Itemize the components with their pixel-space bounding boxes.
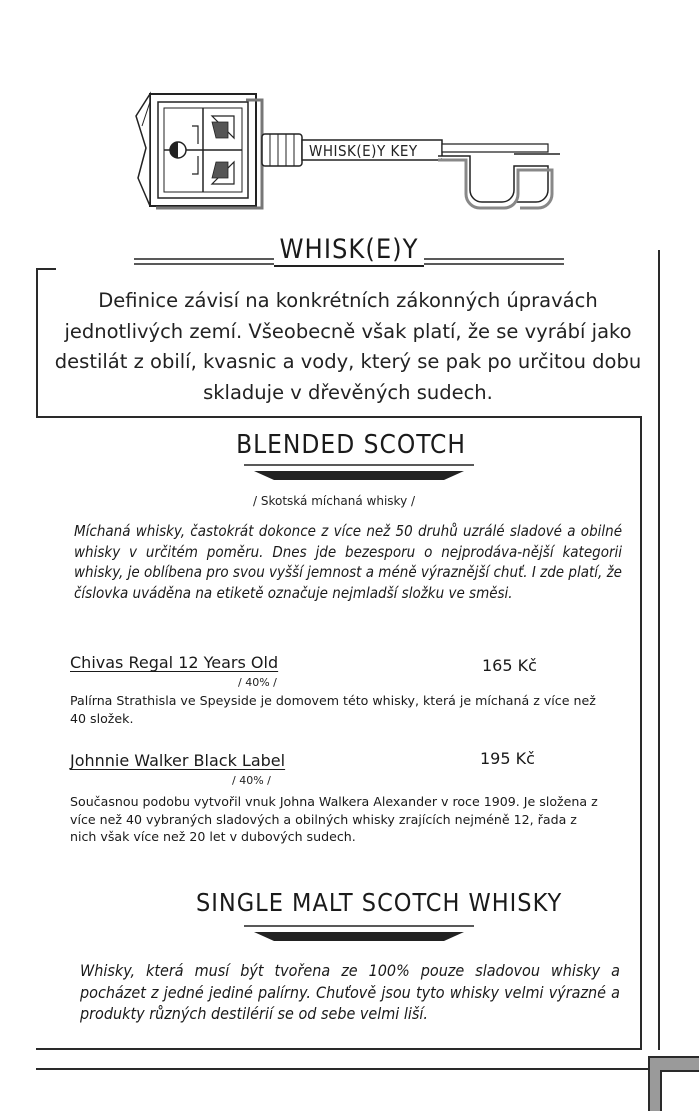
frame-corner-inner xyxy=(660,1070,699,1111)
menu-item-abv: / 40% / xyxy=(232,774,271,787)
frame-bottom-outer xyxy=(36,1068,699,1070)
single-malt-title-rule xyxy=(244,924,474,946)
blended-subtitle: / Skotská míchaná whisky / xyxy=(253,494,416,508)
menu-item-price: 195 Kč xyxy=(480,749,535,768)
blended-title-rule xyxy=(244,463,474,485)
menu-item-description: Palírna Strathisla ve Speyside je domovem této whisky, která je míchaná z více než 40 složek. xyxy=(70,693,596,726)
key-label: WHISK(E)Y KEY xyxy=(309,142,418,160)
blended-section-title: BLENDED SCOTCH xyxy=(236,430,466,460)
single-malt-description: Whisky, která musí být tvořena ze 100% pouze sladovou whisky a pocházet z jedné jediné palírny. Chuťově jsou tyto whisky velmi výrazné a produkty různých destilérií se od sebe velmi liší. xyxy=(80,961,620,1023)
intro-text: Definice závisí na konkrétních zákonných úpravách jednotlivých zemí. Všeobecně však platí, že se vyrábí jako destilát z obilí, kvasnic a vody, který se pak po určitou dobu skladuje v dřevěných sudech. xyxy=(54,289,642,404)
menu-item-name: Johnnie Walker Black Label xyxy=(70,751,286,770)
frame-mid-right xyxy=(640,416,642,1050)
frame-intro-bottom xyxy=(36,416,642,418)
menu-item-name: Chivas Regal 12 Years Old xyxy=(70,653,279,672)
blended-description: Míchaná whisky, častokrát dokonce z více než 50 druhů uzrálé sladové a obilné whisky v určitém poměru. Dnes jde bezesporu o nejprodáva-nější kategorii whisky, je oblíbena pro svou vyšší jemnost a méně výraznější chuť. I zde platí, že číslovka uváděna na etiketě označuje nejmladší složku ve směsi. xyxy=(74,522,622,602)
whiskey-key-logo xyxy=(128,86,568,216)
single-malt-section-title: SINGLE MALT SCOTCH WHISKY xyxy=(196,888,563,917)
intro-title-rule xyxy=(134,256,564,270)
menu-item-price: 165 Kč xyxy=(482,656,537,675)
menu-item-abv: / 40% / xyxy=(238,676,277,689)
frame-intro-left xyxy=(36,268,38,418)
frame-bottom-inner xyxy=(36,1048,642,1050)
intro-title: WHISK(E)Y xyxy=(279,234,419,265)
frame-right-top xyxy=(658,250,660,1050)
menu-item-description: Současnou podobu vytvořil vnuk Johna Walkera Alexander v roce 1909. Je složena z více než 40 vybraných sladových a obilných whisky zrajících nejméně 12, řada z nich však více než 20 let v dubových sudech. xyxy=(70,794,598,844)
frame-intro-top-tick xyxy=(36,268,56,270)
